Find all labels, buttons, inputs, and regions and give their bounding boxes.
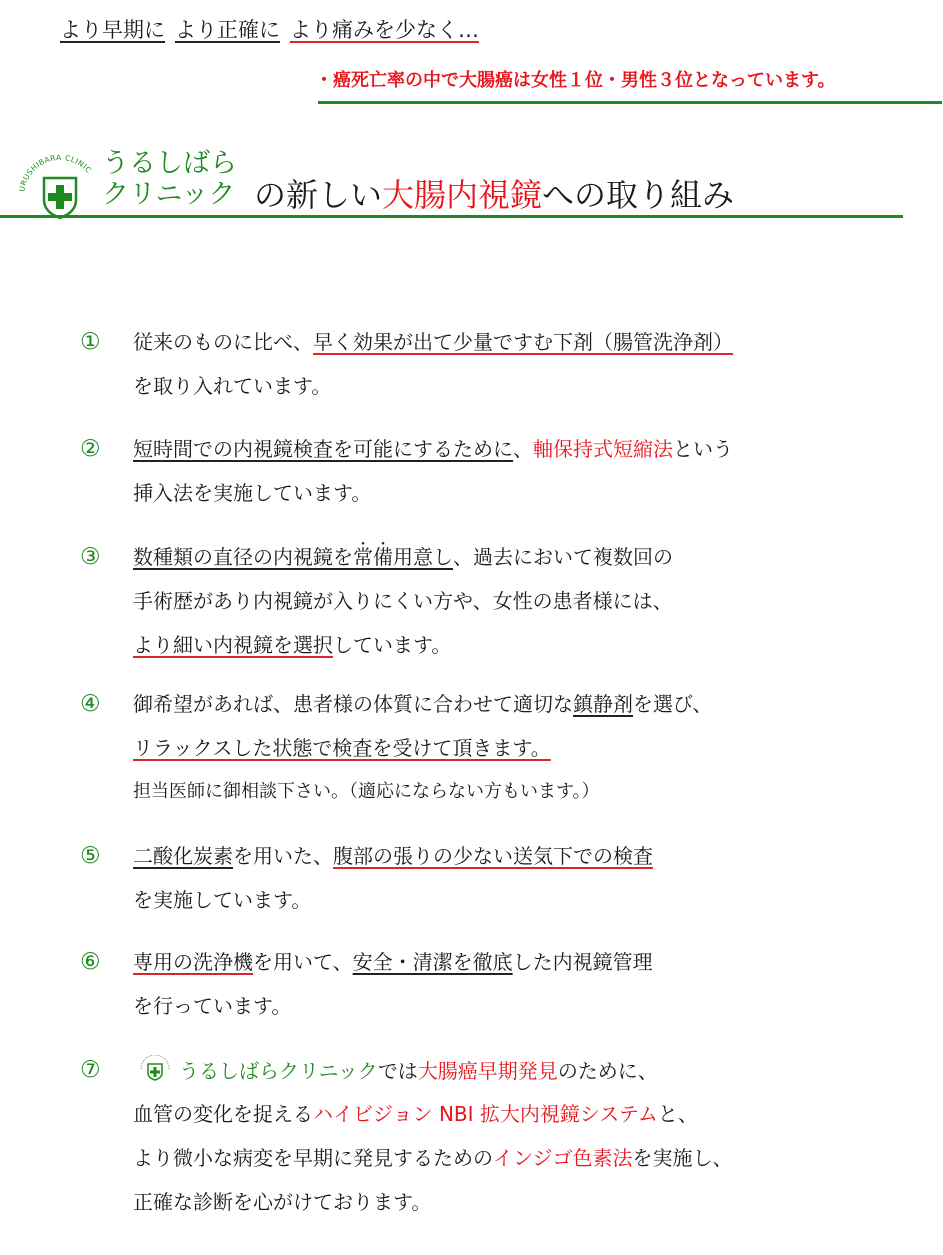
text-segment: 数種類の直径の内視鏡を xyxy=(133,545,353,569)
item-number: ④ xyxy=(80,691,101,717)
text-segment: を用いて、 xyxy=(253,950,353,974)
title-divider xyxy=(0,215,903,218)
text-segment: を行っています。 xyxy=(133,994,292,1018)
text-segment: 早く効果が出て少量ですむ下剤（腸管洗浄剤） xyxy=(313,330,733,354)
tagline-accurate: より正確に xyxy=(175,18,280,42)
text-segment: と、 xyxy=(657,1102,698,1126)
text-segment: では xyxy=(377,1059,418,1083)
text-segment: 鎮静剤 xyxy=(573,692,633,716)
text-segment: 、 xyxy=(513,437,533,461)
item-number: ⑤ xyxy=(80,843,101,869)
statistic-note: ・癌死亡率の中で大腸癌は女性１位・男性３位となっています。 xyxy=(315,70,836,91)
item-number: ③ xyxy=(80,544,101,570)
text-segment: 正確な診断を心がけております。 xyxy=(133,1190,432,1214)
text-segment: 担当医師に御相談下さい。 xyxy=(133,781,349,802)
statistic-divider xyxy=(318,101,942,104)
text-segment: リラックスした状態で検査を受けて頂きます。 xyxy=(133,736,551,760)
text-segment: ハイビジョン NBI 拡大内視鏡システム xyxy=(313,1102,658,1126)
text-segment: 手術歴があり内視鏡が入りにくい方や、女性の患者様には、 xyxy=(133,589,673,613)
text-segment: 短時間での内視鏡検査を可能にするために xyxy=(133,437,513,461)
tagline xyxy=(60,14,479,44)
text-segment: を選び、 xyxy=(633,692,713,716)
text-segment: した内視鏡管理 xyxy=(512,950,653,974)
title-highlight: 大腸内視鏡 xyxy=(382,176,543,214)
text-segment: うるしばらクリニック xyxy=(179,1059,378,1083)
item-number: ② xyxy=(80,436,101,462)
brand-line-2: クリニック xyxy=(102,179,236,210)
item-number: ⑦ xyxy=(80,1057,101,1083)
text-segment: 血管の変化を捉える xyxy=(133,1102,313,1126)
text-segment: ・ 常 xyxy=(353,545,373,569)
clinic-logo-small-icon xyxy=(133,1055,177,1081)
text-segment: 挿入法を実施しています。 xyxy=(133,481,372,505)
text-segment: 安全・清潔を徹底 xyxy=(352,950,513,974)
text-segment: 二酸化炭素 xyxy=(133,844,233,868)
text-segment: という xyxy=(673,437,733,461)
text-segment: 従来のものに比べ、 xyxy=(133,330,313,354)
item-number: ⑥ xyxy=(80,949,101,975)
text-segment: 大腸癌早期発見 xyxy=(417,1059,558,1083)
item-number: ① xyxy=(80,329,101,355)
text-segment: インジゴ色素法 xyxy=(493,1146,633,1170)
text-segment: 腹部の張りの少ない送気下での検査 xyxy=(333,844,653,868)
page-title: の新しい大腸内視鏡への取り組み xyxy=(254,176,735,214)
text-segment: 、過去において複数回の xyxy=(453,545,673,569)
logo-arc-text: URUSHIBARA CLINIC xyxy=(17,152,94,193)
text-segment: を用いた、 xyxy=(233,844,333,868)
text-segment: 用意し xyxy=(393,545,453,569)
green-cross-icon xyxy=(44,178,76,218)
text-segment: 軸保持式短縮法 xyxy=(533,437,673,461)
clinic-brand xyxy=(102,148,237,210)
text-segment: より細い内視鏡を選択 xyxy=(133,633,333,657)
text-segment: ・ 備 xyxy=(373,545,393,569)
text-segment: （適応にならない方もいます。） xyxy=(349,781,600,802)
text-segment: しています。 xyxy=(333,633,452,657)
text-segment: 専用の洗浄機 xyxy=(133,950,253,974)
text-segment: を実施し、 xyxy=(632,1146,733,1170)
clinic-logo xyxy=(14,150,106,220)
tagline-early: より早期に xyxy=(60,18,165,42)
text-segment: より微小な病変を早期に発見するための xyxy=(133,1146,493,1170)
text-segment: のために、 xyxy=(557,1059,658,1083)
tagline-painless: より痛みを少なく… xyxy=(290,18,479,42)
text-segment: を実施しています。 xyxy=(133,888,312,912)
text-segment: を取り入れています。 xyxy=(133,374,332,398)
brand-line-1: うるしばら xyxy=(102,148,237,179)
text-segment: 御希望があれば、患者様の体質に合わせて適切な xyxy=(133,692,573,716)
